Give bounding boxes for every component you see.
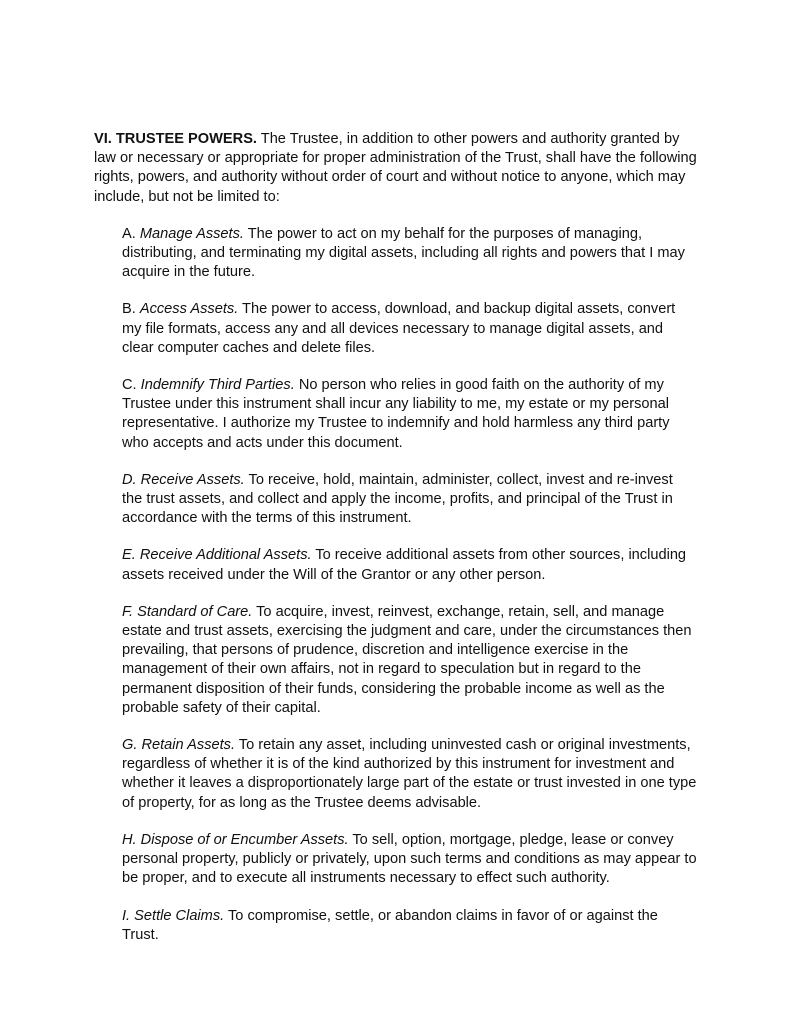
power-item-b (122, 300, 697, 358)
section-heading: VI. TRUSTEE POWERS. (94, 131, 257, 147)
power-item-h (122, 831, 697, 889)
power-item-title: Manage Assets. (139, 225, 244, 242)
power-item-i (122, 907, 697, 945)
power-item-text: To compromise, settle, or abandon claims in favor of or against the Trust. (122, 907, 658, 943)
power-item-letter: A. (122, 225, 140, 242)
section-intro-paragraph (94, 130, 697, 207)
power-item-title: I. Settle Claims. (122, 907, 225, 924)
power-item-a (122, 225, 697, 283)
power-item-text: To acquire, invest, reinvest, exchange, retain, sell, and manage estate and trust assets, exercising the judgment and care, under the circumstances then prevailing, that persons of prudence, discretion and intelligence exercise in the management of their own affairs, not in regard to speculation but in regard to the permanent disposition of their funds, considering the probable income as well as the probable safety of their capital. (122, 603, 692, 716)
power-item-d (122, 471, 697, 529)
power-item-letter: C. (122, 377, 141, 394)
section-intro-text: The Trustee, in addition to other powers and authority granted by law or necessary or appropriate for proper administration of the Trust, shall have the following rights, powers, and authority without order of court and without notice to anyone, which may include, but not be limited to: (94, 131, 697, 205)
power-item-title: E. Receive Additional Assets. (122, 547, 312, 564)
power-item-text: To retain any asset, including uninvested cash or original investments, regardless of whether it is of the kind authorized by this instrument for investment and whether it leaves a disproportionately large part of the estate or trust invested in one type of property, for as long as the Trustee deems advisable. (122, 737, 697, 811)
power-item-text: To receive additional assets from other sources, including assets received under the Will of the Grantor or any other person. (122, 547, 687, 583)
power-item-letter: B. (122, 301, 140, 318)
power-item-title: F. Standard of Care. (122, 603, 253, 620)
power-item-title: D. Receive Assets. (122, 471, 245, 488)
power-item-text: To sell, option, mortgage, pledge, lease or convey personal property, publicly or privately, upon such terms and conditions as may appear to be proper, and to execute all instruments necessary to effect such authority. (122, 831, 697, 887)
power-item-title: Access Assets. (139, 301, 239, 318)
power-item-title: Indemnify Third Parties. (140, 377, 295, 394)
power-item-title: H. Dispose of or Encumber Assets. (122, 831, 349, 848)
power-item-title: G. Retain Assets. (122, 737, 236, 754)
power-item-text: The power to act on my behalf for the purposes of managing, distributing, and terminating my digital assets, including all rights and powers that I may acquire in the future. (122, 225, 685, 281)
power-item-text: No person who relies in good faith on the authority of my Trustee under this instrument shall incur any liability to me, my estate or my personal representative. I authorize my Trustee to indemnify and hold harmless any third party who accepts and acts under this document. (122, 377, 670, 451)
power-item-c (122, 376, 697, 453)
power-item-text: To receive, hold, maintain, administer, collect, invest and re-invest the trust assets, and collect and apply the income, profits, and principal of the Trust in accordance with the terms of this instrument. (122, 471, 673, 527)
power-item-f (122, 603, 697, 718)
power-item-text: The power to access, download, and backup digital assets, convert my file formats, access any and all devices necessary to manage digital assets, and clear computer caches and delete files. (122, 301, 676, 356)
power-item-g (122, 736, 697, 813)
power-item-e (122, 546, 697, 584)
